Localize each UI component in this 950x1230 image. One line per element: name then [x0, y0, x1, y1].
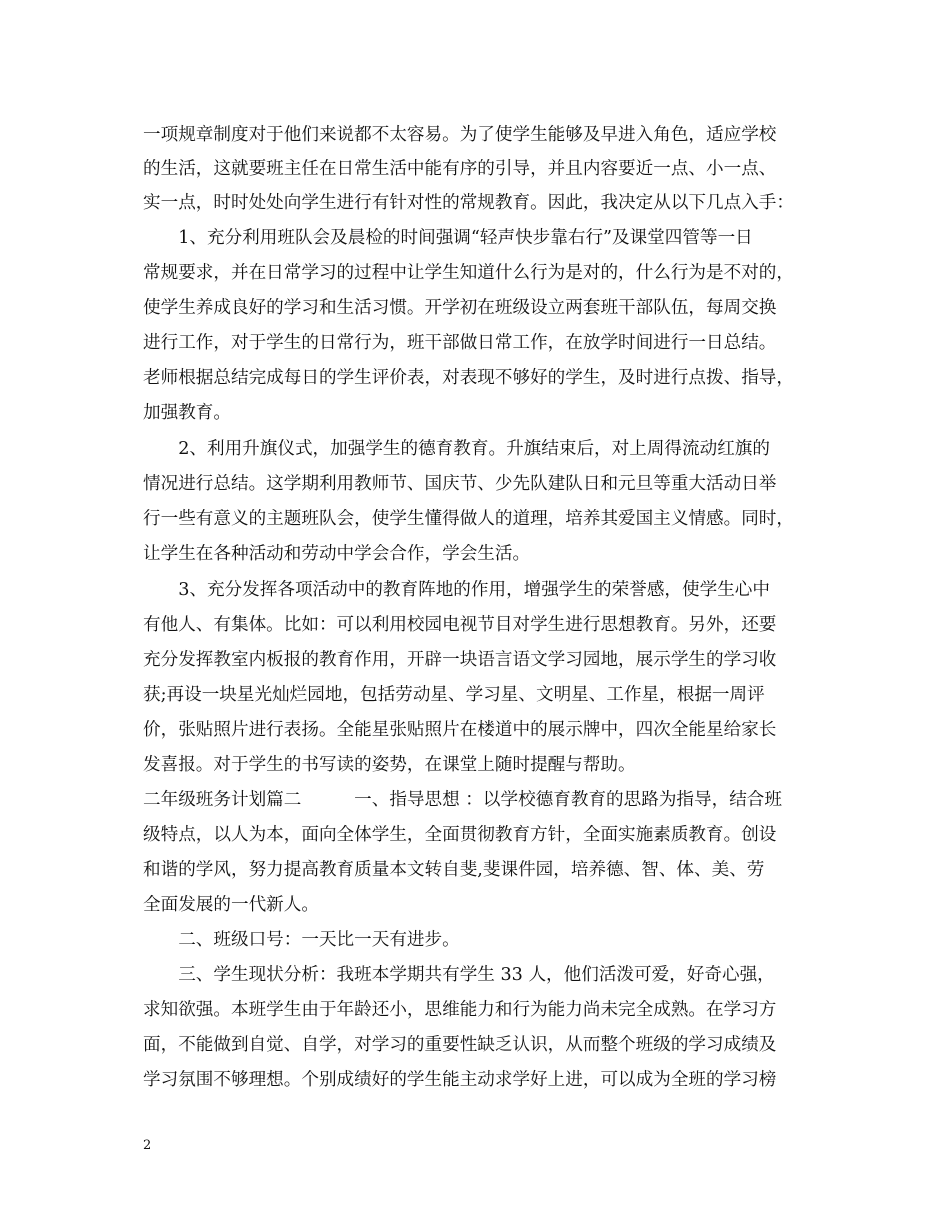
text-line: 老师根据总结完成每日的学生评价表，对表现不够好的学生，及时进行点拨、指导，	[143, 368, 794, 388]
text-line: 2、利用升旗仪式，加强学生的德育教育。升旗结束后，对上周得流动红旗的	[143, 439, 770, 459]
text-line: 使学生养成良好的学习和生活习惯。开学初在班级设立两套班干部队伍，每周交换	[143, 298, 777, 318]
text-line: 3、充分发挥各项活动中的教育阵地的作用，增强学生的荣誉感，使学生心中	[143, 580, 770, 600]
text-line: 行一些有意义的主题班队会，使学生懂得做人的道理，培养其爱国主义情感。同时，	[143, 509, 794, 529]
text-line: 情况进行总结。这学期利用教师节、国庆节、少先队建队日和元旦等重大活动日举	[143, 474, 777, 494]
text-line: 常规要求，并在日常学习的过程中让学生知道什么行为是对的，什么行为是不对的，	[143, 263, 794, 283]
text-line: 一项规章制度对于他们来说都不太容易。为了使学生能够及早进入角色，适应学校	[143, 125, 777, 145]
text-line: 加强教育。	[143, 403, 231, 423]
text-line: 和谐的学风，努力提高教育质量本文转自斐,斐课件园，培养德、智、体、美、劳	[143, 860, 765, 880]
page-number: 2	[143, 1138, 152, 1153]
text-line: 全面发展的一代新人。	[143, 895, 319, 915]
text-line: 二、班级口号：一天比一天有进步。	[143, 930, 460, 950]
text-line: 让学生在各种活动和劳动中学会合作，学会生活。	[143, 544, 531, 564]
text-line: 发喜报。对于学生的书写读的姿势，在课堂上随时提醒与帮助。	[143, 755, 636, 775]
text-line: 1、充分利用班队会及晨检的时间强调“轻声快步靠右行”及课堂四管等一日	[143, 228, 753, 248]
text-line: 有他人、有集体。比如：可以利用校园电视节目对学生进行思想教育。另外，还要	[143, 615, 777, 635]
text-line: 二年级班务计划篇二 一、指导思想 ：以学校德育教育的思路为指导，结合班	[143, 790, 782, 810]
text-line: 学习氛围不够理想。个别成绩好的学生能主动求学好上进，可以成为全班的学习榜	[143, 1070, 777, 1090]
text-line: 充分发挥教室内板报的教育作用，开辟一块语言语文学习园地，展示学生的学习收	[143, 650, 777, 670]
text-line: 的生活，这就要班主任在日常生活中能有序的引导，并且内容要近一点、小一点、	[143, 159, 777, 179]
text-line: 实一点，时时处处向学生进行有针对性的常规教育。因此，我决定从以下几点入手：	[143, 193, 794, 213]
text-line: 三、学生现状分析：我班本学期共有学生 33 人，他们活泼可爱，好奇心强，	[143, 965, 775, 985]
text-line: 求知欲强。本班学生由于年龄还小，思维能力和行为能力尚未完全成熟。在学习方	[143, 1000, 777, 1020]
text-line: 进行工作，对于学生的日常行为，班干部做日常工作，在放学时间进行一日总结。	[143, 333, 777, 353]
text-line: 获;再设一块星光灿烂园地，包括劳动星、学习星、文明星、工作星，根据一周评	[143, 685, 765, 705]
text-line: 价，张贴照片进行表扬。全能星张贴照片在楼道中的展示牌中，四次全能星给家长	[143, 720, 777, 740]
text-line: 级特点，以人为本，面向全体学生，全面贯彻教育方针，全面实施素质教育。创设	[143, 825, 777, 845]
text-line: 面，不能做到自觉、自学，对学习的重要性缺乏认识，从而整个班级的学习成绩及	[143, 1035, 777, 1055]
